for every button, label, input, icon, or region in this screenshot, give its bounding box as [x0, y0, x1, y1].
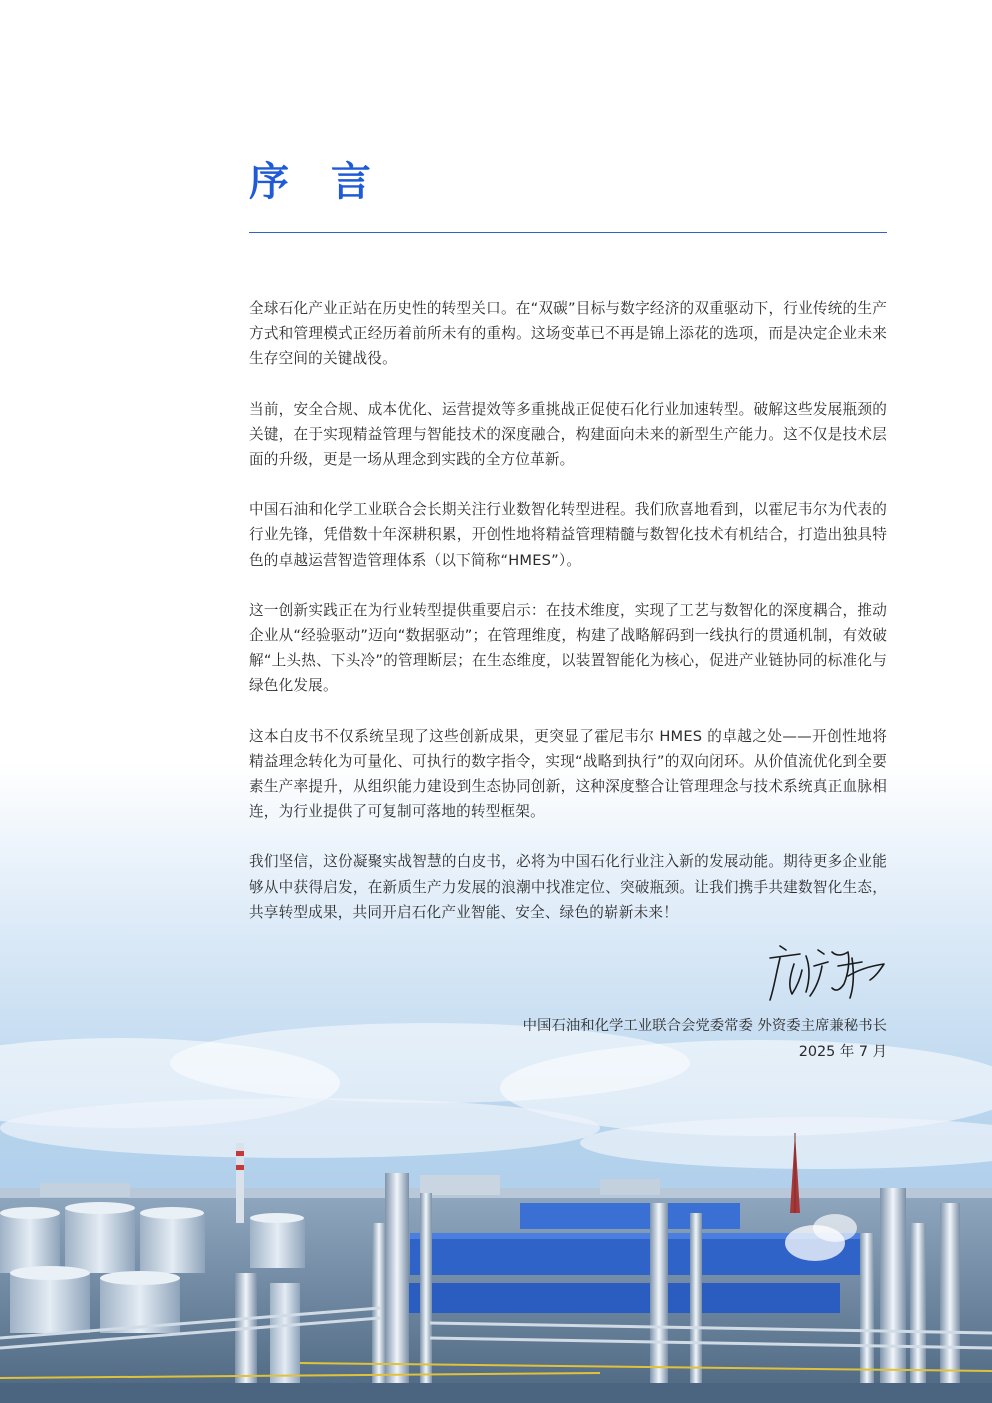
preface-body [249, 296, 887, 950]
signature-date: 2025 年 7 月 [798, 1044, 887, 1060]
paragraph-3: 中国石油和化学工业联合会长期关注行业数智化转型进程。我们欣喜地看到，以霍尼韦尔为代表的行业先锋，凭借数十年深耕积累，开创性地将精益管理精髓与数智化技术有机结合，打造出独具特色的卓越运营智造管理体系（以下简称“HMES”）。 [249, 501, 887, 569]
paragraph-5: 这本白皮书不仅系统呈现了这些创新成果，更突显了霍尼韦尔 HMES 的卓越之处——开创性地将精益理念转化为可量化、可执行的数字指令，实现“战略到执行”的双向闭环。从价值流优化到全要素生产率提升，从组织能力建设到生态协同创新，这种深度整合让管理理念与技术系统真正血脉相连，为行业提供了可复制可落地的转型框架。 [249, 727, 887, 821]
handwritten-signature [766, 936, 888, 1006]
paragraph-4: 这一创新实践正在为行业转型提供重要启示：在技术维度，实现了工艺与数智化的深度耦合，推动企业从“经验驱动”迈向“数据驱动”；在管理维度，构建了战略解码到一线执行的贯通机制，有效破解“上头热、下头冷”的管理断层；在生态维度，以装置智能化为核心，促进产业链协同的标准化与绿色化发展。 [249, 601, 887, 695]
paragraph-2: 当前，安全合规、成本优化、运营提效等多重挑战正促使石化行业加速转型。破解这些发展瓶颈的关键，在于实现精益管理与智能技术的深度融合，构建面向未来的新型生产能力。这不仅是技术层面的升级，更是一场从理念到实践的全方位革新。 [249, 400, 887, 469]
signatory-title: 中国石油和化学工业联合会党委常委 外资委主席兼秘书长 [522, 1018, 887, 1034]
page-title: 序 言 [249, 159, 385, 205]
paragraph-6: 我们坚信，这份凝聚实战智慧的白皮书，必将为中国石化行业注入新的发展动能。期待更多企业能够从中获得启发，在新质生产力发展的浪潮中找准定位、突破瓶颈。让我们携手共建数智化生态，共享转型成果，共同开启石化产业智能、安全、绿色的崭新未来！ [249, 853, 887, 921]
title-divider [249, 232, 887, 233]
paragraph-1: 全球石化产业正站在历史性的转型关口。在“双碳”目标与数字经济的双重驱动下，行业传统的生产方式和管理模式正经历着前所未有的重构。这场变革已不再是锦上添花的选项，而是决定企业未来生存空间的关键战役。 [249, 300, 887, 368]
petrochemical-plant-illustration [0, 1133, 992, 1403]
